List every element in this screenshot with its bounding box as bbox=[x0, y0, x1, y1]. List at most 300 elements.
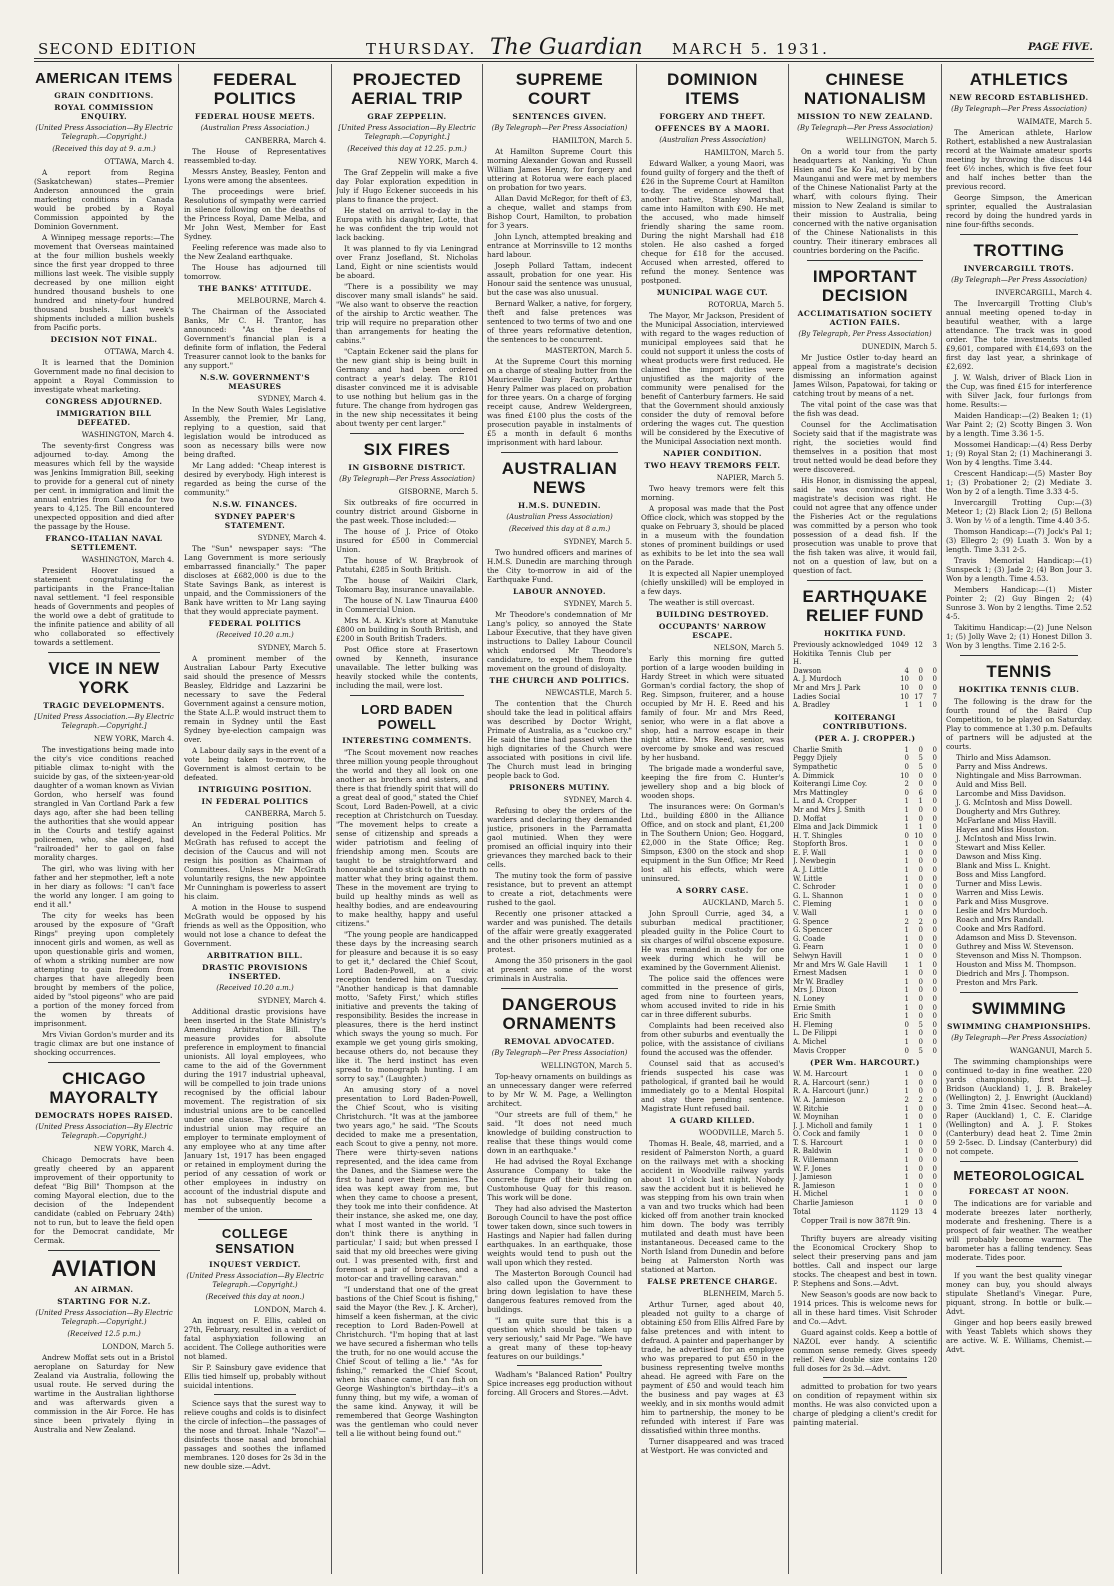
headline: CHINESE NATIONALISM bbox=[803, 70, 927, 108]
article-paragraph: Complaints had been received also from other suburbs and eventually the police, with the assistance of civilians found the accused was the offender. bbox=[641, 1021, 784, 1057]
masthead-rule-double bbox=[34, 61, 1094, 62]
received-line: (Received this day at noon.) bbox=[205, 1293, 305, 1301]
amount: 4 bbox=[932, 1207, 937, 1216]
fund-row bbox=[793, 1079, 937, 1088]
donor-name: W. Little bbox=[793, 874, 823, 883]
donor-name: R. A. Harcourt (junr.) bbox=[793, 1087, 869, 1096]
donor-name: L. De Filippi bbox=[793, 1029, 837, 1038]
fund-row bbox=[793, 943, 937, 952]
article-paragraph: The American athlete, Harlow Rothert, established a new Australasian record at the Waimate amateur sports meeting by throwing the discus 144 feet 6½ inches, which is five feet four and half inches better than the previous record. bbox=[946, 128, 1092, 191]
subheading: OCCUPANTS' NARROW ESCAPE. bbox=[658, 622, 767, 640]
headline: LORD BADEN POWELL bbox=[361, 702, 453, 732]
fund-note: Copper Trail is now 387ft 9in. bbox=[801, 1216, 911, 1226]
amount: 0 bbox=[932, 874, 937, 883]
article-separator bbox=[960, 234, 1078, 235]
dateline: NEWCASTLE, March 5. bbox=[545, 688, 632, 697]
subheading: H.M.S. DUNEDIN. bbox=[517, 501, 602, 510]
amount bbox=[923, 650, 937, 667]
draw-entry: Larcombe and Miss Davidson. bbox=[956, 789, 1066, 798]
fund-row bbox=[793, 1047, 937, 1056]
wire-credit: (By Telegraph, Per Press Association) bbox=[798, 330, 932, 338]
amount: 1 bbox=[904, 1130, 909, 1139]
fund-row bbox=[793, 952, 937, 961]
amount: 0 bbox=[932, 701, 937, 710]
fund-row bbox=[793, 1190, 937, 1199]
donor-name: A. Michel bbox=[793, 1037, 827, 1046]
amount: 0 bbox=[932, 1095, 937, 1104]
fund-row bbox=[793, 1096, 937, 1105]
donor-name: O. Cock and family bbox=[793, 1130, 860, 1139]
article-separator bbox=[976, 1266, 1062, 1267]
article-paragraph: Refusing to obey the orders of the warders and declaring they demanded justice, prisoners in the Parramatta gaol mutinied. When they were promised an official inquiry into their grievances they marched back to their cells. bbox=[487, 806, 632, 869]
fund-row bbox=[793, 641, 937, 650]
amount: 0 bbox=[918, 943, 923, 952]
subheading: REMOVAL ADVOCATED. bbox=[504, 1037, 615, 1046]
amount: 1 bbox=[918, 701, 923, 710]
donor-name: Mr and Mrs J. Smith bbox=[793, 805, 866, 814]
subheading: SYDNEY PAPER'S STATEMENT. bbox=[214, 512, 296, 530]
amount: 0 bbox=[932, 814, 937, 823]
article-paragraph: Chicago Democrats have been greatly cheered by an apparent improvement of their opportunity to defeat "Big Bill" Thompson at the coming Mayoral election, due to the decision of the Independent candidate (cabled on February 24th) not to run, but to leave the field open for the Democrat candidate, Mr Cermak. bbox=[34, 1155, 174, 1245]
amount: 5 bbox=[918, 1046, 923, 1055]
article-paragraph: The house of J. Price of Otoko insured for £500 in Commercial Union. bbox=[336, 527, 478, 554]
fund-row bbox=[793, 1156, 937, 1165]
amount: 1 bbox=[904, 952, 909, 960]
subheading: SWIMMING CHAMPIONSHIPS. bbox=[947, 1022, 1091, 1031]
donor-name: Elma and Jack Dimmick bbox=[793, 823, 878, 832]
draw-entry: Park and Miss Musgrove. bbox=[956, 897, 1049, 906]
donor-name: A. J. Little bbox=[793, 866, 829, 875]
article-separator bbox=[960, 1161, 1078, 1162]
amount: 0 bbox=[932, 797, 937, 806]
subheading: NAPIER CONDITION. bbox=[663, 449, 762, 458]
draw-entry: Blank and Miss L. Knight. bbox=[956, 861, 1051, 870]
dateline: SYDNEY, March 4. bbox=[563, 795, 632, 804]
amount: 0 bbox=[918, 1173, 923, 1182]
headline: EARTHQUAKE RELIEF FUND bbox=[802, 587, 928, 625]
donor-name: J. J. Micholl and family bbox=[793, 1121, 873, 1130]
donor-name: Total bbox=[793, 1207, 811, 1216]
dateline: AUCKLAND, March 5. bbox=[702, 898, 784, 907]
amount: 1 bbox=[904, 1003, 909, 1012]
headline: SWIMMING bbox=[971, 999, 1067, 1018]
subheading: FALSE PRETENCE CHARGE. bbox=[647, 1277, 778, 1286]
amount: 1 bbox=[904, 701, 909, 710]
article-paragraph: The Masterton Borough Council had also called upon the Government to bring down legislation to have these dangerous features removed from the buildings. bbox=[487, 1269, 632, 1314]
amount: 0 bbox=[932, 1029, 937, 1038]
amount: 2 bbox=[918, 917, 923, 926]
subheading: N.S.W. FINANCES. bbox=[212, 500, 298, 509]
draw-entry: Auld and Miss Bell. bbox=[956, 780, 1027, 789]
amount: 2 bbox=[904, 917, 909, 926]
dateline: ROTORUA, March 5. bbox=[708, 300, 784, 309]
amount: 0 bbox=[918, 952, 923, 960]
article-paragraph: Additional drastic provisions have been inserted in the State Ministry's Amending Arbitration Bill. The measure provides for absolute preference in employment to financial unionists. All loyal employees, who came to the aid of the Government during the 1917 industrial upheaval, will be compelled to join trade unions recognised by the official labour movement. The registration of six industrial unions are to be cancelled under one clause. The office of the industrial union may require an employer to terminate employment of any employee who at any time after January 1st, 1917 has been engaged or retained in employment during the period of any cessation of work or other employees in industry on account of the industrial dispute and has not subsequently become a member of the union. bbox=[184, 1007, 326, 1214]
draw-entry: J. G. McIntosh and Miss Dowell. bbox=[956, 798, 1073, 807]
amount: 0 bbox=[918, 1199, 923, 1208]
dateline: NEW YORK, March 4. bbox=[397, 157, 478, 166]
dateline: WELLINGTON, March 5. bbox=[540, 1061, 632, 1070]
fund-row bbox=[793, 667, 937, 676]
draw-entry: Hayes and Miss Houston. bbox=[956, 825, 1050, 834]
draw-entry: Turner and Miss Lewis. bbox=[956, 879, 1043, 888]
headline: CHICAGO MAYORALTY bbox=[49, 1069, 159, 1107]
donor-name: R. Jamieson bbox=[793, 1181, 836, 1190]
subheading: INVERCARGILL TROTS. bbox=[963, 264, 1075, 273]
amount: 0 bbox=[932, 1190, 937, 1199]
amount: 0 bbox=[918, 1113, 923, 1122]
amount: 1 bbox=[904, 1037, 909, 1046]
amount: 1049 bbox=[891, 641, 909, 649]
article-paragraph: Joseph Pollard Tattam, indecent assault, probation for one year. His Honour said the sentence was unusual, but the case was also unusual. bbox=[487, 261, 632, 297]
article-paragraph: The house of N. Law Tinaurua £400 in Commercial Union. bbox=[336, 596, 478, 614]
headline: SUPREME COURT bbox=[515, 70, 604, 108]
amount: 1 bbox=[904, 1156, 909, 1165]
amount: 7 bbox=[932, 692, 937, 701]
amount: 0 bbox=[932, 683, 937, 692]
article-separator bbox=[350, 695, 464, 696]
draw-entry: Thirlo and Miss Adamson. bbox=[956, 753, 1052, 762]
amount: 1 bbox=[904, 1070, 909, 1079]
dateline: CANBERRA, March 4. bbox=[245, 136, 326, 145]
donor-name: A. Dimmick bbox=[793, 771, 835, 780]
dateline: DUNEDIN, March 5. bbox=[861, 342, 937, 351]
headline: COLLEGE SENSATION bbox=[215, 1226, 295, 1256]
article-paragraph: Mrs Vivian Gordon's murder and its tragic climax are but one instance of shocking occurrences. bbox=[34, 1030, 174, 1057]
amount: 1 bbox=[904, 745, 909, 754]
donor-name: Mrs Mattingley bbox=[793, 788, 848, 797]
amount: 0 bbox=[932, 1113, 937, 1122]
fund-row bbox=[793, 995, 937, 1004]
article-paragraph: "The Scout movement now reaches three million young people throughout the world and they all look on one another as brothers and sisters, and there is that friendly spirit that will do a great deal of good," stated the Chief Scout, Lord Baden-Powell, at a civic reception at Christchurch on Tuesday. "The movement helps to create a sense of citizenship and spreads a wider patriotism and feeling of friendship among men. Scouts are taught to be straightforward and honourable and to stick to the truth no matter what they bring against them. These in the movement are trying to build up healthy minds as well as healthy bodies, and are endeavouring to make healthy, happy and useful citizens." bbox=[336, 748, 478, 928]
subheading: BUILDING DESTROYED. bbox=[656, 610, 769, 619]
donor-name: Mr and Mrs W. Gale Havill bbox=[793, 960, 888, 969]
fund-row bbox=[793, 701, 937, 710]
amount: 1 bbox=[904, 969, 909, 978]
dateline: HAMILTON, March 5. bbox=[552, 136, 632, 145]
article-paragraph: The proceedings were brief. Resolutions of sympathy were carried in silence following on the deaths of the Princess Royal, Dame Melba, and Mr John West, Member for East Sydney. bbox=[184, 187, 326, 241]
article-paragraph: Bernard Walker, a native, for forgery, theft and false pretences was sentenced to two terms of two and one of three years reformative detention, the sentences to be concurrent. bbox=[487, 299, 632, 344]
article-paragraph: At Hamilton Supreme Court this morning Alexander Gowan and Russell William James Henry, for forgery and uttering at Rotorua were each placed on probation for two years. bbox=[487, 147, 632, 192]
amount: 0 bbox=[932, 823, 937, 832]
dateline: SYDNEY, March 4. bbox=[257, 394, 326, 403]
received-line: (Received 10.20 a.m.) bbox=[216, 984, 294, 992]
race-result: Invercargill Trotting Cup:—(3) Meteor 1; (2) Black Lion 2; (5) Bellona 3. Won by ½ of a length. Time 4.40 3-5. bbox=[946, 498, 1092, 525]
article-paragraph: The contention that the Church should take the lead in political affairs was described by Doctor Wright, Primate of Australia, as a "cuckoo cry." He said the time had passed when the high dignitaries of the Church were associated with positions in civil life. The Church must lead in bringing people back to God. bbox=[487, 699, 632, 780]
amount: 0 bbox=[918, 883, 923, 892]
amount: 10 bbox=[900, 675, 909, 684]
advertisement: If you want the best quality vinegar money can buy, you should always stipulate Shetland's Vinegar. Pure, piquant, strong. In bottle or bulk.—Advt. bbox=[946, 1271, 1092, 1316]
amount: 0 bbox=[904, 754, 909, 763]
amount: 10 bbox=[914, 831, 923, 840]
amount: 5 bbox=[918, 754, 923, 763]
subheading: DRASTIC PROVISIONS INSERTED. bbox=[202, 963, 308, 981]
amount: 0 bbox=[932, 1147, 937, 1156]
subheading: ROYAL COMMISSION ENQUIRY. bbox=[54, 103, 154, 121]
donor-name: Mrs J. Dixon bbox=[793, 986, 837, 995]
article-paragraph: The police said the offences were committed in the presence of girls, aged from nine to fourteen years, whom accused invited to ride in his car in three different suburbs. bbox=[641, 974, 784, 1019]
amount: 4 bbox=[904, 666, 909, 675]
subheading: MISSION TO NEW ZEALAND. bbox=[797, 112, 933, 121]
donor-name: V. Wall bbox=[793, 909, 817, 918]
amount: 0 bbox=[932, 675, 937, 684]
column-divider bbox=[331, 64, 332, 1574]
wire-credit: (By Telegraph—Per Press Association) bbox=[951, 105, 1087, 113]
article-paragraph: The vital point of the case was that the fish was dead. bbox=[793, 400, 937, 418]
amount: 0 bbox=[918, 1138, 923, 1147]
article-paragraph: admitted to probation for two years on condition of repayment within six months. He was also convicted upon a charge of pledging a client's credit for painting material. bbox=[793, 1382, 937, 1428]
dateline: NAPIER, March 5. bbox=[716, 473, 784, 482]
article-paragraph: He had advised the Royal Exchange Assurance Company to take the concrete figure off their building on Customhouse Quay for this reason. This work will be done. bbox=[487, 1157, 632, 1202]
received-line: (Received this day at 8 a.m.) bbox=[508, 525, 611, 533]
amount: 3 bbox=[932, 641, 937, 649]
dateline: OTTAWA, March 4. bbox=[104, 157, 174, 166]
donor-name: C. Fleming bbox=[793, 900, 832, 909]
donor-name: H. Michel bbox=[793, 1190, 828, 1199]
fund-row bbox=[793, 840, 937, 849]
subheading: NEW RECORD ESTABLISHED. bbox=[949, 93, 1089, 102]
amount: 0 bbox=[918, 969, 923, 978]
fund-row bbox=[793, 1004, 937, 1013]
article-paragraph: Two hundred officers and marines of H.M.S. Dunedin are marching through the City to-morrow in aid of the Earthquake Fund. bbox=[487, 548, 632, 584]
fund-row bbox=[793, 1105, 937, 1114]
amount: 1 bbox=[904, 1173, 909, 1182]
fund-row bbox=[793, 875, 937, 884]
donor-name: Peggy Djiely bbox=[793, 754, 838, 763]
fund-row bbox=[793, 693, 937, 702]
amount: 0 bbox=[918, 926, 923, 935]
amount: 2 bbox=[918, 1095, 923, 1104]
race-result: Travis Memorial Handicap:—(1) Sunspeck 1; (3) Jade 2; (4) Bon Jour 3. Won by a length. Time 4.53. bbox=[946, 556, 1092, 583]
date-label: MARCH 5. 1931. bbox=[672, 40, 829, 58]
subheading: PRISONERS MUTINY. bbox=[509, 783, 610, 792]
amount: 1 bbox=[904, 1181, 909, 1190]
column-divider bbox=[788, 64, 789, 1574]
article-paragraph: "I understand that one of the great bastions of the Chief Scout is fishing," said the Mayor (the Rev. J. K. Archer), himself a keen fisherman, at the civic reception to Lord Baden-Powell at Christchurch. "I'm hoping that at last we have secured a fisherman who tells the truth, for no one would accuse the Chief Scout of telling a lie." "As for fishing," remarked the Chief Scout, when his chance came, "I can fish on George Washington's birthday—it's a funny thing, but my wife, a woman of the same kind. Anyway, it will be remembered that George Washington was the gentleman who could never tell a lie without being found out." bbox=[336, 1285, 478, 1438]
amount: 0 bbox=[932, 909, 937, 918]
subheading: KOITERANGI CONTRIBUTIONS. bbox=[822, 712, 908, 731]
article-separator bbox=[960, 655, 1078, 656]
fund-row bbox=[793, 909, 937, 918]
article-paragraph: Recently one prisoner attacked a warder and was punished. The details of the affair were greatly exaggerated and the other prisoners mutinied as a protest. bbox=[487, 909, 632, 954]
donor-name: T. S. Harcourt bbox=[793, 1138, 843, 1147]
article-paragraph: The seventy-first Congress was adjourned to-day. Among the measures which fell by the wayside was Jenkins Immigration Bill, seeking to provide for a general cut of ninety per cent. in immigration and limit the annual entries from Canada for two years to 4,125. The Bill encountered unexpected opposition and died after the passage by the House. bbox=[34, 441, 174, 531]
draw-entry: Boss and Miss Langford. bbox=[956, 870, 1046, 879]
dateline: GISBORNE, March 5. bbox=[398, 487, 478, 496]
fund-row bbox=[793, 978, 937, 987]
article-paragraph: Andrew Moffat sets out in a Bristol aeroplane on Saturday for New Zealand via Australia, following the usual route. He served during the wartime in the Australian lighthorse and was afterwards given a commission in the Air Force. He has since been privately flying in Australia and New Zealand. bbox=[34, 1353, 174, 1434]
fund-row bbox=[793, 1165, 937, 1174]
amount: 0 bbox=[918, 1190, 923, 1199]
article-paragraph: On a world tour from the party headquarters at Nanking, Yu Chun Hsien and Tse Ko Fai, arrived by the Maunganui and were met by members of the Chinese Nationalist Party at the wharf, with colours flying. Their mission to New Zealand is similar to their mission to Australia, being concerned with the native organisation of the Chinese Nationalists in this country. Their itinerary embraces all countries bordering on the Pacific. bbox=[793, 147, 937, 255]
fund-row bbox=[793, 1139, 937, 1148]
amount: 0 bbox=[918, 1164, 923, 1173]
fund-row bbox=[793, 746, 937, 755]
article-paragraph: A proposal was made that the Post Office clock, which was stopped by the quake on February 3, should be placed in a museum with the foundation stones of prominent buildings or used as exhibits to be let into the sea wall on the Parade. bbox=[641, 504, 784, 567]
article-paragraph: Messrs Anstey, Beasley, Fenton and Lyons were among the absentees. bbox=[184, 167, 326, 185]
amount: 1 bbox=[904, 866, 909, 875]
fund-row bbox=[793, 772, 937, 781]
article-separator bbox=[214, 1394, 296, 1395]
article-paragraph: The Graf Zeppelin will make a five day Polar exploration expedition in July if Hugo Eckener succeeds in his plans to finance the project. bbox=[336, 168, 478, 204]
fund-row bbox=[793, 789, 937, 798]
amount: 1 bbox=[904, 934, 909, 943]
amount: 2 bbox=[904, 1095, 909, 1104]
fund-row bbox=[793, 926, 937, 935]
wire-credit: (By Telegraph—Per Press Association) bbox=[339, 475, 475, 483]
dateline: WANGANUI, March 5. bbox=[1009, 1046, 1092, 1055]
amount: 6 bbox=[918, 788, 923, 797]
amount: 1 bbox=[904, 814, 909, 823]
article-paragraph: A prominent member of the Australian Labour Party Executive said should the presence of Messrs Beasley, Eldridge and Lazzarini be necessary to save the Federal Government against a censure motion, the State A.L.P. would instruct them to remain in Sydney until the East Sydney bye-election campaign was over. bbox=[184, 654, 326, 744]
amount: 0 bbox=[932, 1156, 937, 1165]
donor-name: Sympathetic bbox=[793, 762, 838, 771]
amount: 0 bbox=[918, 1130, 923, 1139]
amount: 0 bbox=[918, 840, 923, 849]
amount: 0 bbox=[918, 986, 923, 995]
amount: 0 bbox=[932, 1181, 937, 1190]
article-paragraph: The city for weeks has been aroused by the exposure of "Graft Rings" preying upon completely innocent girls and women, as well as upon questionable girls and women, of whom a striking number are now attempting to gain freedom from charges that have allegedly been brought by members of the police, aided by "stool pigeons" who are paid a portion of the money forced from the women by threats of imprisonment. bbox=[34, 911, 174, 1028]
amount: 0 bbox=[932, 1087, 937, 1096]
wire-credit: (Australian Press Association) bbox=[659, 136, 766, 144]
fund-row bbox=[793, 849, 937, 858]
advertisement: Wadham's "Balanced Ration" Poultry Spice increases egg production without forcing. All Grocers and Stores.—Advt. bbox=[487, 1370, 632, 1397]
article-paragraph: He stated on arrival to-day in the Europa with his daughter, Lotte, that he was confident the trip would not lack backing. bbox=[336, 206, 478, 242]
article-paragraph: Two heavy tremors were felt this morning. bbox=[641, 484, 784, 502]
article-paragraph: Counsel said that as accused's friends suspected his case was pathological, if granted bail he would immediately go to a Mental Hospital and stay there pending sentence. Magistrate Hunt refused bail. bbox=[641, 1059, 784, 1113]
fund-row bbox=[793, 935, 937, 944]
dateline: LONDON, March 4. bbox=[254, 1305, 326, 1314]
amount: 1 bbox=[904, 823, 909, 832]
donor-name: Ernie Smith bbox=[793, 1003, 836, 1012]
article-separator bbox=[501, 452, 618, 453]
received-line: (Received this day at 12.25. p.m.) bbox=[347, 145, 467, 153]
article-paragraph: "Our streets are full of them," he said. "It does not need much knowledge of building construction to realise that these things would come down in an earthquake." bbox=[487, 1110, 632, 1155]
amount: 1 bbox=[904, 1190, 909, 1199]
fund-row bbox=[793, 1208, 937, 1217]
headline: IMPORTANT DECISION bbox=[812, 267, 918, 305]
subheading: N.S.W. GOVERNMENT'S MEASURES bbox=[199, 373, 311, 391]
subheading: FEDERAL POLITICS bbox=[208, 619, 302, 628]
amount: 0 bbox=[932, 1130, 937, 1139]
article-paragraph: An intriguing position has developed in the Federal Politics. Mr McGrath has refused to accept the decision of the Caucus and will not resign his position as Chairman of Committees. Unless Mr McGrath voluntarily resigns, the new appointee Mr Cunningham is powerless to assert his claim. bbox=[184, 820, 326, 901]
advertisement: New Season's goods are now back to 1914 prices. This is welcome news for all in these hard times. Visit Schroder and Co.—Advt. bbox=[793, 1290, 937, 1327]
amount: 0 bbox=[932, 788, 937, 797]
received-line: (Received 10.20 a.m.) bbox=[216, 631, 294, 639]
article-paragraph: A motion in the House to suspend McGrath would be opposed by his friends as well as the Opposition, who would not lose a chance to defeat the Government. bbox=[184, 903, 326, 948]
headline: VICE IN NEW YORK bbox=[48, 659, 160, 697]
amount: 0 bbox=[918, 805, 923, 814]
subheading: IMMIGRATION BILL DEFEATED. bbox=[56, 409, 152, 427]
amount: 0 bbox=[918, 1181, 923, 1190]
headline: FEDERAL POLITICS bbox=[213, 70, 297, 108]
amount: 0 bbox=[918, 934, 923, 943]
article-separator bbox=[807, 580, 923, 581]
amount: 0 bbox=[918, 1147, 923, 1156]
fund-row bbox=[793, 1147, 937, 1156]
article-paragraph: The swimming championships were continued to-day in fine weather. 220 yards championship, first heat—J. Bridson (Auckland) 1, J. B. Brakeley (Wellington) 2, J. Enwright (Auckland) 3. Time 2min 41sec. Second heat—A. Raper (Auckland) 1, C. E. Claridge (Wellington) and A. J. F. Stokes (Canterbury) dead heat 2. Time 2min 59 2-5sec. D. Lindsay (Canterbury) did not compete. bbox=[946, 1057, 1092, 1156]
amount: 1 bbox=[904, 1199, 909, 1208]
amount: 1 bbox=[904, 848, 909, 857]
dateline: WAIMATE, March 5. bbox=[1017, 117, 1092, 126]
article-separator bbox=[807, 260, 923, 261]
subheading: STARTING FOR N.Z. bbox=[57, 1297, 151, 1306]
column-6 bbox=[793, 64, 937, 1576]
fund-row bbox=[793, 986, 937, 995]
donor-name: W. F. Jones bbox=[793, 1164, 831, 1173]
article-paragraph: The house of Waikiri Clark, Tokomaru Bay, insurance unavailable. bbox=[336, 576, 478, 594]
amount: 0 bbox=[918, 814, 923, 823]
amount: 0 bbox=[904, 788, 909, 797]
headline: PROJECTED AERIAL TRIP bbox=[351, 70, 463, 108]
draw-entry: Adamson and Miss D. Stevenson. bbox=[956, 933, 1077, 942]
advertisement: Ginger and hop beers easily brewed with Yeast Tablets which shows they are active. W. E. Williams, Chemist.—Advt. bbox=[946, 1318, 1092, 1354]
article-paragraph: Mrs M. A. Kirk's store at Manutuke £800 on building in South British, and £200 in South British Traders. bbox=[336, 616, 478, 643]
fund-row bbox=[793, 780, 937, 789]
amount: 1 bbox=[904, 960, 909, 969]
amount: 1 bbox=[904, 1121, 909, 1130]
fund-row bbox=[793, 1029, 937, 1038]
amount: 0 bbox=[932, 1020, 937, 1029]
masthead bbox=[0, 0, 1114, 60]
fund-row bbox=[793, 866, 937, 875]
wire-credit: (By Telegraph—Per Press Association) bbox=[797, 124, 933, 132]
amount: 1 bbox=[918, 797, 923, 806]
amount: 1 bbox=[904, 797, 909, 806]
article-paragraph: Allan David McRegor, for theft of £3, a cheque, wallet and stamps from Bishop Court, Hamilton, to probation for 3 years. bbox=[487, 194, 632, 230]
dateline: WASHINGTON, March 4. bbox=[81, 555, 174, 564]
headline: AMERICAN ITEMS bbox=[35, 70, 173, 87]
amount: 1 bbox=[904, 926, 909, 935]
headline: ATHLETICS bbox=[969, 70, 1069, 89]
dateline: WOODVILLE, March 5. bbox=[698, 1128, 784, 1137]
article-separator bbox=[350, 433, 464, 434]
wire-credit: (By Telegraph—Per Press Association) bbox=[951, 276, 1087, 284]
donor-name: Charlie Smith bbox=[793, 745, 843, 754]
amount: 0 bbox=[932, 1104, 937, 1113]
subheading: DECISION NOT FINAL. bbox=[50, 335, 158, 344]
amount: 0 bbox=[932, 745, 937, 754]
amount: 0 bbox=[918, 666, 923, 675]
draw-entry: Diedrich and Mrs J. Thompson. bbox=[956, 969, 1070, 978]
amount: 13 bbox=[914, 1207, 923, 1216]
subheading: IN FEDERAL POLITICS bbox=[201, 797, 309, 806]
wire-credit: (By Telegraph—Per Press Association) bbox=[951, 1034, 1087, 1042]
received-line: (Received 12.5 p.m.) bbox=[67, 1330, 141, 1338]
amount: 0 bbox=[918, 977, 923, 986]
article-paragraph: Early this morning fire gutted portion of a large wooden building in Hardy Street in which were situated Gorman's cordial factory, the shop of Reg. Simpson, fruiterer, and a house occupied by Mr H. E. Reed and his family of four. Mr and Mrs Reed, senior, who were in a flat above a shop, had a narrow escape in their night attire. Mrs Reed, senior, was overcome by smoke and was rescued by her husband. bbox=[641, 654, 784, 762]
wire-credit: [United Press Association.—By Electric Telegraph.—Copyright.] bbox=[34, 713, 174, 730]
amount: 1 bbox=[918, 823, 923, 832]
column-7 bbox=[946, 64, 1092, 1576]
donor-name: N. Loney bbox=[793, 994, 825, 1003]
wire-credit: (Australian Press Association.) bbox=[200, 124, 310, 132]
subheading: INTRIGUING POSITION. bbox=[198, 785, 312, 794]
advertisement: Thrifty buyers are already visiting the Economical Crockery Shop to select their preserving pans and jam bottles. Call and inspect our large stocks. The cheapest and best in town. P. Stephens and Sons.—Advt. bbox=[793, 1234, 937, 1289]
masthead-rule bbox=[34, 58, 1094, 59]
amount: 1 bbox=[904, 805, 909, 814]
amount: 0 bbox=[932, 917, 937, 926]
article-paragraph: Top-heavy ornaments on buildings as an unnecessary danger were referred to by Mr W. M. Page, a Wellington architect. bbox=[487, 1072, 632, 1108]
wire-credit: (United Press Association—By Electric Telegraph.—Copyright.) bbox=[35, 1123, 173, 1140]
wire-credit: (By Telegraph—Per Press Association) bbox=[491, 1049, 628, 1057]
dateline: WELLINGTON, March 5. bbox=[845, 136, 937, 145]
amount: 0 bbox=[932, 1199, 937, 1208]
article-paragraph: The House has adjourned till tomorrow. bbox=[184, 263, 326, 281]
amount bbox=[891, 650, 909, 667]
article-paragraph: It was planned to fly via Leningrad over Franz Josefland, St. Nicholas Land, Eight or nine scientists would be aboard. bbox=[336, 244, 478, 280]
amount: 1 bbox=[904, 1104, 909, 1113]
